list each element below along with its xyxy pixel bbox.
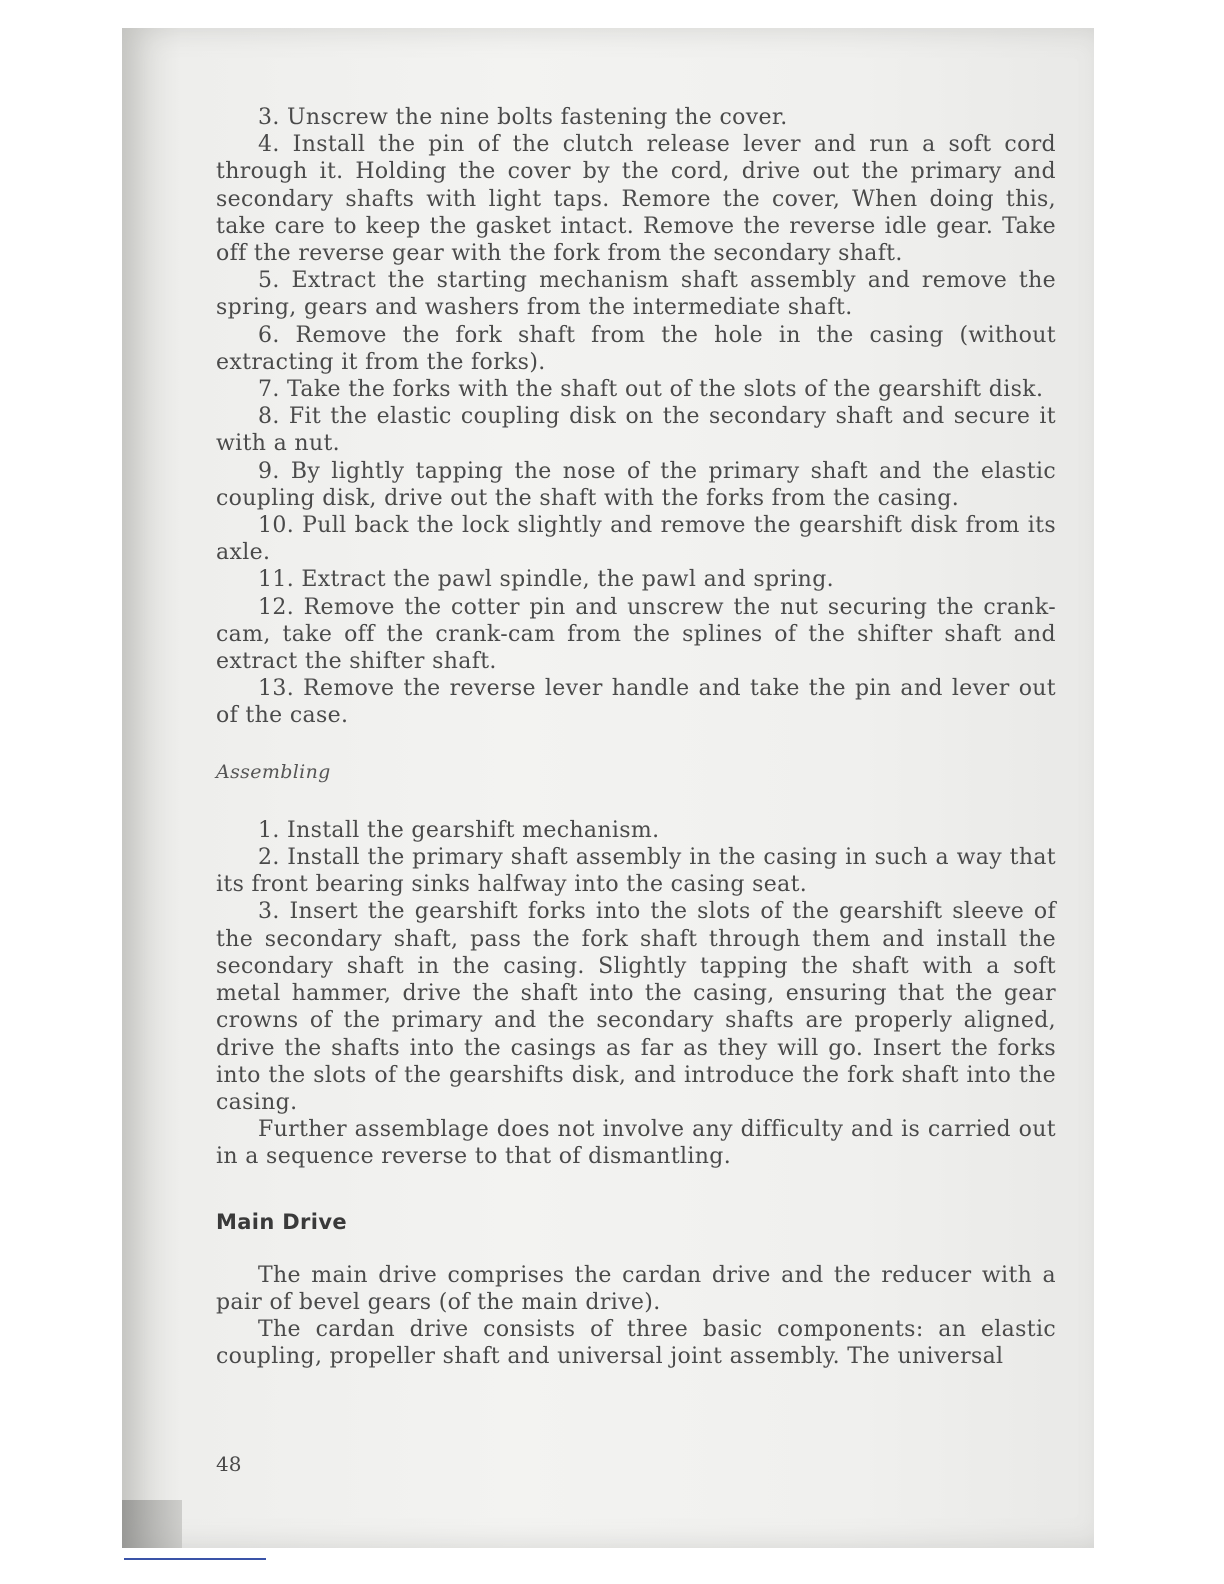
dismantling-step-5: 5. Extract the starting mechanism shaft assembly and remove the spring, gears and washers from the intermediate shaft. bbox=[216, 268, 1056, 321]
dismantling-step-3: 3. Unscrew the nine bolts fastening the cover. bbox=[258, 105, 788, 130]
dismantling-step-11: 11. Extract the pawl spindle, the pawl and spring. bbox=[258, 567, 834, 593]
assembling-note: Further assemblage does not involve any difficulty and is carried out in a sequence reverse to that of dismantling. bbox=[216, 1117, 1056, 1170]
main-drive-paragraph-1: The main drive comprises the cardan drive and the reducer with a pair of bevel gears (of the main drive). bbox=[216, 1262, 1056, 1315]
page-number: 48 bbox=[216, 1452, 242, 1476]
assembling-step-1: 1. Install the gearshift mechanism. bbox=[258, 817, 660, 843]
main-drive-heading: Main Drive bbox=[216, 1209, 347, 1234]
dismantling-step-8: 8. Fit the elastic coupling disk on the secondary shaft and secure it with a nut. bbox=[216, 404, 1056, 457]
assembling-subheading: Assembling bbox=[216, 760, 331, 783]
dismantling-step-13: 13. Remove the reverse lever handle and take the pin and lever out of the case. bbox=[216, 676, 1056, 729]
dismantling-step-4: 4. Install the pin of the clutch release lever and run a soft cord through it. Holding the cover by the cord, drive out the primary and secondary shafts with light taps. Remore the cover, When doing this, take care to keep the gasket intact. Remove the reverse idle gear. Take off the reverse gear with the fork from the secondary shaft. bbox=[216, 132, 1056, 267]
dismantling-step-10: 10. Pull back the lock slightly and remove the gearshift disk from its axle. bbox=[216, 513, 1056, 566]
dismantling-step-9: 9. By lightly tapping the nose of the primary shaft and the elastic coupling disk, drive out the shaft with the forks from the casing. bbox=[216, 458, 1056, 511]
dismantling-step-12: 12. Remove the cotter pin and unscrew the nut securing the crank-cam, take off the crank-cam from the splines of the shifter shaft and extract the shifter shaft. bbox=[216, 594, 1056, 675]
assembling-step-3: 3. Insert the gearshift forks into the slots of the gearshift sleeve of the secondary shaft, pass the fork shaft through them and install the secondary shaft in the casing. Slightly tapping the shaft with a soft metal hammer, drive the shaft into the casing, ensuring that the gear crowns of the primary and the secondary shafts are properly aligned, drive the shafts into the casings as far as they will go. Insert the forks into the slots of the gearshifts disk, and introduce the fork shaft into the casing. bbox=[216, 899, 1056, 1115]
assembling-step-2: 2. Install the primary shaft assembly in the casing in such a way that its front bearing sinks halfway into the casing seat. bbox=[216, 845, 1056, 898]
binding-shadow bbox=[122, 1500, 182, 1548]
page-text-body bbox=[216, 104, 1056, 1371]
scan-edge-line bbox=[124, 1558, 266, 1560]
main-drive-paragraph-2: The cardan drive consists of three basic components: an elastic coupling, propeller shaft and universal joint assembly. The universal bbox=[216, 1317, 1056, 1370]
dismantling-step-7: 7. Take the forks with the shaft out of the slots of the gearshift disk. bbox=[258, 377, 1044, 403]
dismantling-step-6: 6. Remove the fork shaft from the hole in the casing (without extracting it from the forks). bbox=[216, 322, 1056, 375]
